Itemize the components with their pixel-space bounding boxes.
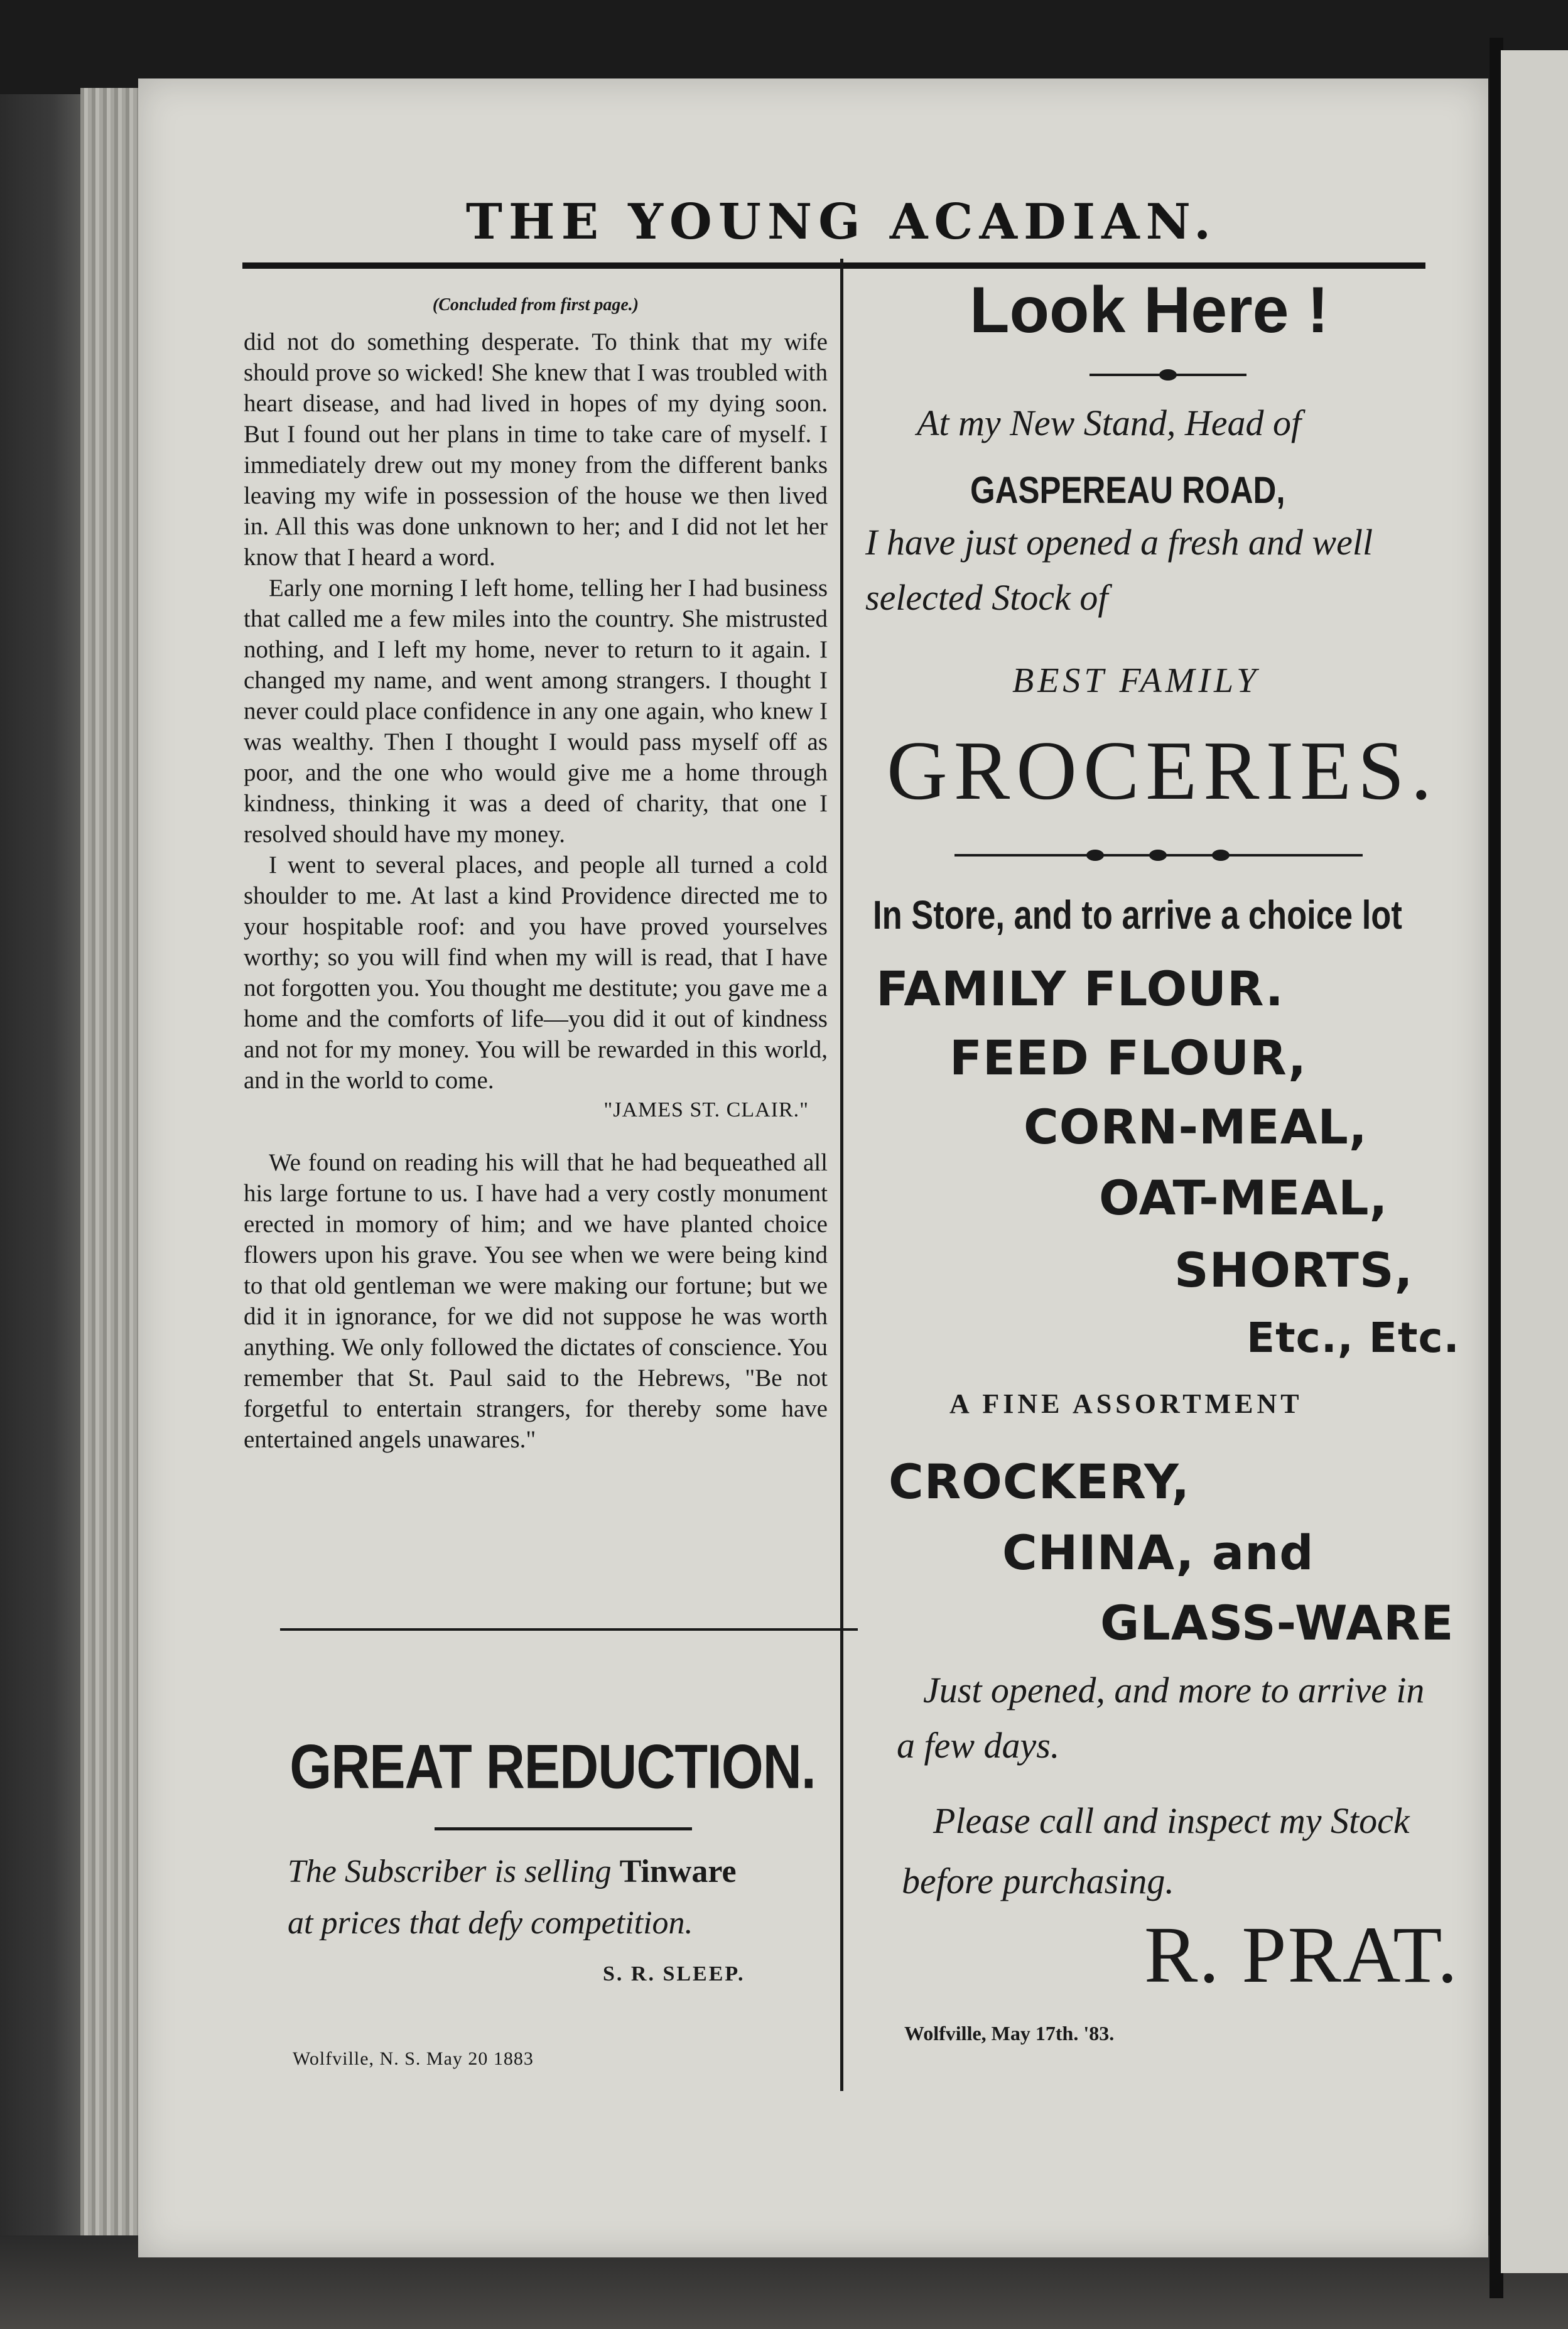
reduction-dateline: Wolfville, N. S. May 20 1883	[293, 2048, 534, 2069]
intro-line-4: selected Stock of	[865, 577, 1108, 618]
just-opened-line-2: a few days.	[897, 1725, 1060, 1766]
grocery-headline: Look Here !	[969, 274, 1329, 347]
ware-item: CROCKERY,	[889, 1454, 1191, 1510]
intro-line-3: I have just opened a fresh and well	[865, 522, 1373, 563]
story-paragraph: did not do something desperate. To think that my wife should prove so wicked! She knew that I was troubled with heart disease, and had lived in hopes of my dying soon. But I found out her plans in time to take care of myself. I immediately drew out my money from the different banks leaving my wife in possession of the house we then lived in. All this was done unknown to her; and I did not let her know that I heard a word.	[244, 328, 828, 571]
tinware-word: Tinware	[619, 1854, 737, 1889]
ornament-dot	[1212, 850, 1230, 861]
ornament-dot	[1159, 369, 1177, 381]
story-column	[244, 295, 828, 1455]
ornament-rule	[954, 854, 1363, 856]
ornament-dot	[1086, 850, 1104, 861]
please-call-line-2: before purchasing.	[902, 1861, 1174, 1901]
facing-page	[1501, 50, 1568, 2273]
letter-signature: "JAMES ST. CLAIR."	[603, 1098, 809, 1121]
ornament-dot	[1149, 850, 1167, 861]
left-background	[0, 94, 88, 2329]
reduction-line2: at prices that defy competition.	[288, 1905, 693, 1941]
intro-line-2: GASPEREAU ROAD,	[970, 469, 1285, 511]
header-rule	[242, 262, 1425, 269]
column-divider	[840, 259, 843, 2091]
grocery-signer: R. PRAT.	[1144, 1910, 1459, 1999]
goods-item: FEED FLOUR,	[949, 1030, 1307, 1086]
story-body	[244, 327, 828, 1096]
groceries-heading: GROCERIES.	[887, 724, 1439, 817]
please-call-line-1: Please call and inspect my Stock	[933, 1800, 1410, 1841]
fine-assortment-label: A FINE ASSORTMENT	[949, 1388, 1303, 1419]
goods-item: CORN-MEAL,	[1024, 1099, 1368, 1155]
intro-line-1: At my New Stand, Head of	[917, 403, 1302, 443]
in-store-line: In Store, and to arrive a choice lot	[873, 892, 1402, 938]
reduction-headline: GREAT REDUCTION.	[289, 1732, 816, 1802]
grocery-dateline: Wolfville, May 17th. '83.	[904, 2022, 1115, 2045]
goods-item: Etc., Etc.	[1246, 1314, 1460, 1362]
story-paragraph: Early one morning I left home, telling her I had business that called me a few miles into the country. She mistrusted nothing, and I left my home, never to return to it again. I changed my name, and went among strangers. I thought I never could place confidence in any one again, who knew I was wealthy. Then I thought I would pass myself off as poor, and the one who would give me a home through kindness, thinking it was a deed of charity, that one I resolved should have my money.	[244, 575, 828, 848]
reduction-line1: The Subscriber is selling	[288, 1854, 612, 1889]
reduction-signer: S. R. SLEEP.	[603, 1962, 745, 1986]
ware-item: GLASS-WARE	[1100, 1595, 1454, 1651]
goods-item: FAMILY FLOUR.	[876, 961, 1284, 1017]
story-paragraph: I went to several places, and people all turned a cold shoulder to me. At last a kind Providence directed me to your hospitable roof: and you have proved yourselves worthy; so you will find when my will is read, that I have not forgotten you. You thought me destitute; you gave me a home and the comforts of life—you did it out of kindness and not for my money. You will be rewarded in this world, and in the world to come.	[244, 851, 828, 1094]
section-rule	[280, 1628, 858, 1631]
story-conclusion	[244, 1147, 828, 1455]
reduction-rule	[435, 1827, 692, 1830]
story-paragraph: We found on reading his will that he had bequeathed all his large fortune to us. I have had a very costly monument erected in momory of him; and we have planted choice flowers upon his grave. You see when we were being kind to that old gentleman we were making our fortune; but we did it in ignorance, for we did not suppose he was worth anything. We only followed the dictates of conscience. You remember that St. Paul said to the Hebrews, "Be not forgetful to entertain strangers, for thereby some have entertained angels unawares."	[244, 1149, 828, 1453]
goods-item: SHORTS,	[1174, 1242, 1414, 1298]
reduction-body	[288, 1846, 890, 1949]
masthead: THE YOUNG ACADIAN.	[465, 193, 1218, 251]
just-opened-line-1: Just opened, and more to arrive in	[923, 1670, 1425, 1710]
concluded-note: (Concluded from first page.)	[432, 295, 639, 315]
ornament-rule	[1089, 374, 1246, 376]
goods-item: OAT-MEAL,	[1099, 1170, 1388, 1226]
best-family-label: BEST FAMILY	[1012, 661, 1260, 700]
ware-item: CHINA, and	[1002, 1525, 1314, 1581]
